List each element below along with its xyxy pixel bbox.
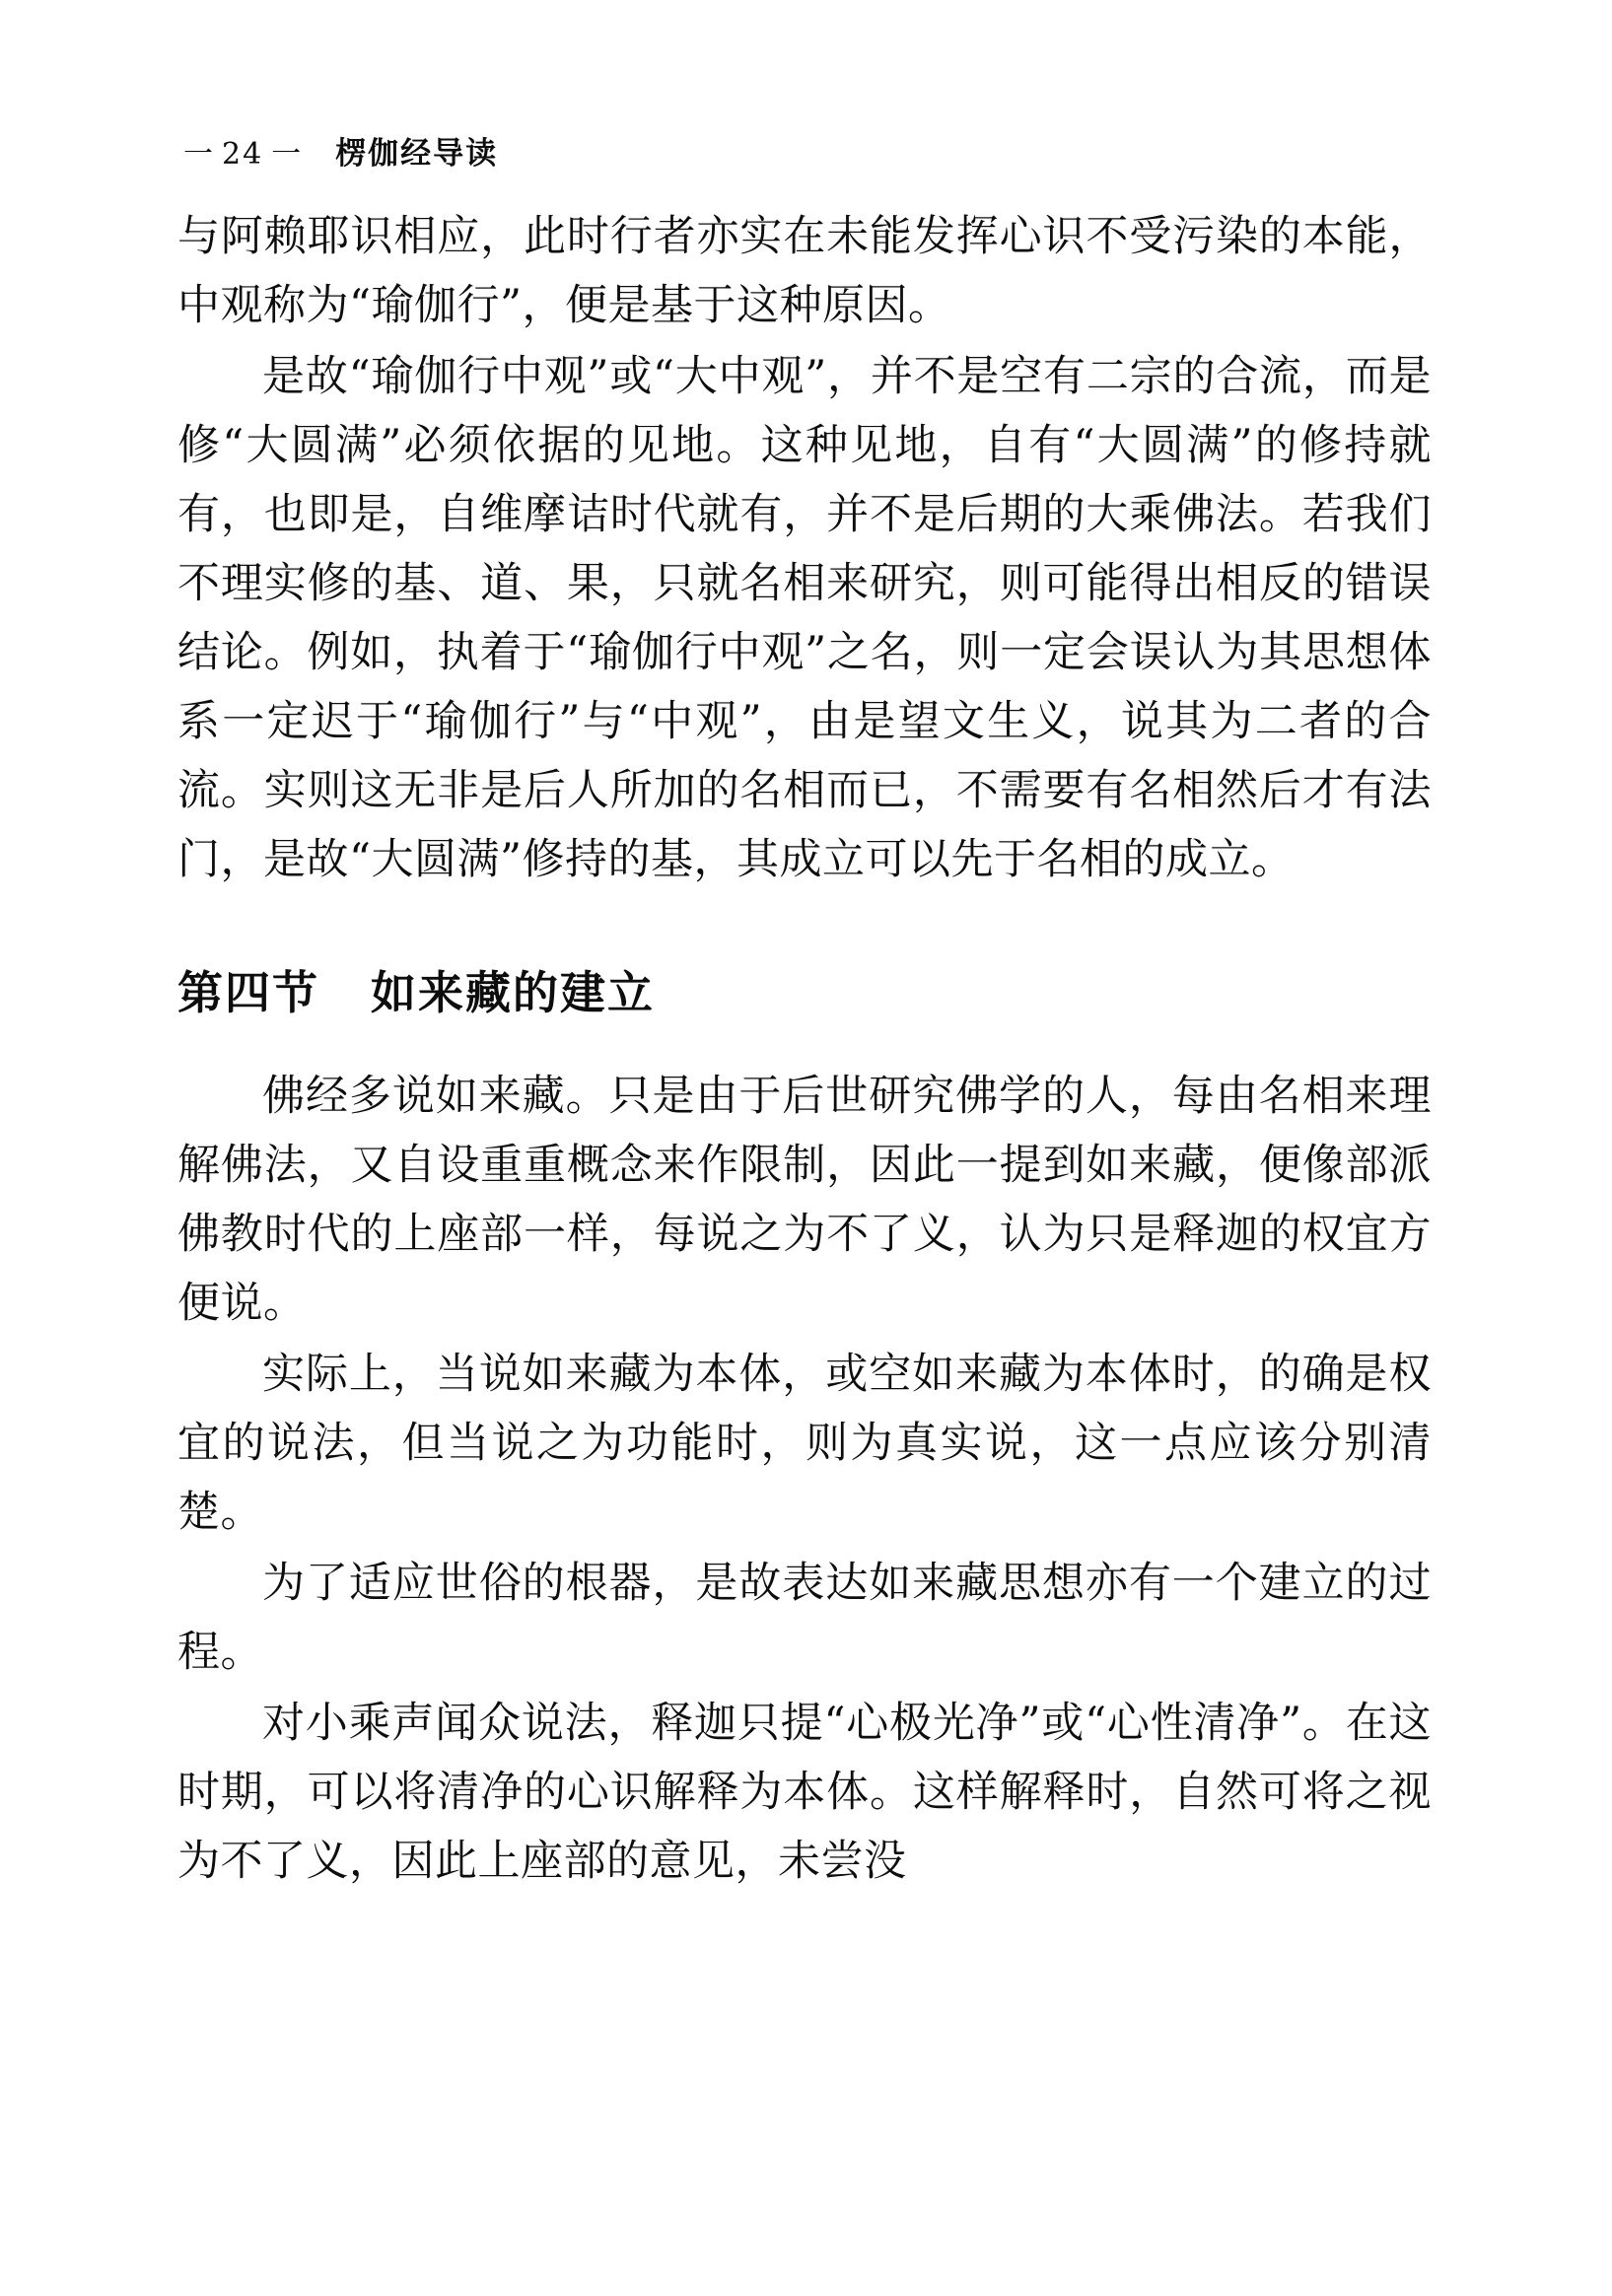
paragraph: 是故“瑜伽行中观”或“大中观”，并不是空有二宗的合流，而是修“大圆满”必须依据的见地。这种见地，自有“大圆满”的修持就有，也即是，自维摩诘时代就有，并不是后期的大乘佛法。若我们不理实修的基、道、果，只就名相来研究，则可能得出相反的错误结论。例如，执着于“瑜伽行中观”之名，则一定会误认为其思想体系一定迟于“瑜伽行”与“中观”，由是望文生义，说其为二者的合流。实则这无非是后人所加的名相而已，不需要有名相然后才有法门，是故“大圆满”修持的基，其成立可以先于名相的成立。 [177, 352, 1432, 884]
header-right-dash: 一 [271, 137, 303, 172]
section-heading [177, 953, 1432, 1032]
paragraph: 为了适应世俗的根器，是故表达如来藏思想亦有一个建立的过程。 [177, 1559, 1432, 1677]
paragraph: 与阿赖耶识相应，此时行者亦实在未能发挥心识不受污染的本能，中观称为“瑜伽行”，便是基于这种原因。 [177, 212, 1432, 330]
page-header [175, 128, 498, 173]
section-title-text: 如来藏的建立 [371, 966, 655, 1019]
paragraph: 佛经多说如来藏。只是由于后世研究佛学的人，每由名相来理解佛法，又自设重重概念来作限制，因此一提到如来藏，便像部派佛教时代的上座部一样，每说之为不了义，认为只是释迦的权宜方便说。 [177, 1072, 1432, 1328]
paragraph: 对小乘声闻众说法，释迦只提“心极光净”或“心性清净”。在这时期，可以将清净的心识解释为本体。这样解释时，自然可将之视为不了义，因此上座部的意见，未尝没 [177, 1699, 1432, 1886]
spacer [177, 1032, 1432, 1062]
book-title: 楞伽经导读 [335, 136, 499, 172]
header-left-dash: 一 [183, 137, 214, 172]
page-number: 24 [222, 137, 264, 172]
paragraph: 实际上，当说如来藏为本体，或空如来藏为本体时，的确是权宜的说法，但当说之为功能时，则为真实说，这一点应该分别清楚。 [177, 1350, 1432, 1537]
section-number: 第四节 [177, 966, 319, 1019]
page-body [177, 202, 1432, 1898]
